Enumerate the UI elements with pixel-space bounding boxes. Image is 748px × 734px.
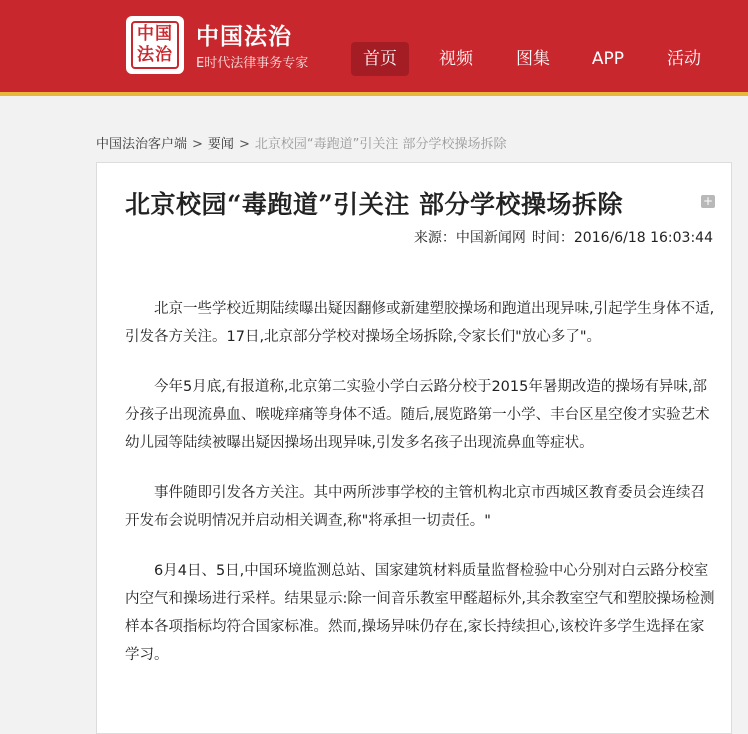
article-paragraph: 6月4日、5日,中国环境监测总站、国家建筑材料质量监督检验中心分别对白云路分校室内空气和操场进行采样。结果显示:除一间音乐教室甲醛超标外,其余教室空气和塑胶操场检测样本各项指标均符合国家标准。然而,操场异味仍存在,家长持续担心,该校许多学生选择在家学习。 bbox=[125, 563, 715, 663]
expand-plus-icon[interactable]: + bbox=[702, 194, 714, 208]
site-header bbox=[0, 0, 748, 92]
brand-name[interactable]: 中国法治 bbox=[196, 23, 292, 50]
article-paragraph: 北京一些学校近期陆续曝出疑因翻修或新建塑胶操场和跑道出现异味,引起学生身体不适,引发各方关注。17日,北京部分学校对操场全场拆除,令家长们"放心多了"。 bbox=[125, 301, 715, 345]
article-body bbox=[125, 295, 717, 691]
nav-item-events[interactable]: 活动 bbox=[667, 49, 701, 69]
nav-item-app[interactable]: APP bbox=[591, 49, 625, 69]
breadcrumb-link-news[interactable]: 要闻 bbox=[207, 137, 234, 152]
breadcrumb-separator: > bbox=[238, 137, 250, 152]
breadcrumb bbox=[96, 133, 506, 152]
article-meta bbox=[414, 227, 713, 247]
nav-item-home[interactable]: 首页 bbox=[351, 42, 409, 76]
article-title: 北京校园“毒跑道”引关注 部分学校操场拆除 bbox=[125, 190, 623, 219]
source-value: 中国新闻网 bbox=[455, 230, 526, 246]
article-card bbox=[96, 162, 732, 734]
header-stripe bbox=[0, 92, 748, 96]
time-label: 时间： bbox=[531, 230, 574, 246]
source-label: 来源： bbox=[413, 230, 456, 246]
breadcrumb-link-client[interactable]: 中国法治客户端 bbox=[96, 137, 188, 152]
breadcrumb-separator: > bbox=[192, 137, 203, 152]
article-paragraph: 今年5月底,有报道称,北京第二实验小学白云路分校于2015年暑期改造的操场有异味,部分孩子出现流鼻血、喉咙痒痛等身体不适。随后,展览路第一小学、丰台区星空俊才实验艺术幼儿园等陆续被曝出疑因操场出现异味,引发多名孩子出现流鼻血等症状。 bbox=[125, 379, 710, 451]
time-value: 2016/6/18 16:03:44 bbox=[573, 230, 713, 246]
nav-item-gallery[interactable]: 图集 bbox=[516, 49, 550, 69]
brand-slogan: E时代法律事务专家 bbox=[196, 56, 309, 71]
logo-mark: 中国法治 bbox=[131, 21, 179, 69]
main-nav bbox=[0, 42, 748, 78]
breadcrumb-current[interactable]: 北京校园“毒跑道”引关注 部分学校操场拆除 bbox=[254, 137, 507, 152]
article-paragraph: 事件随即引发各方关注。其中两所涉事学校的主管机构北京市西城区教育委员会连续召开发布会说明情况并启动相关调查,称"将承担一切责任。" bbox=[125, 485, 705, 529]
nav-item-video[interactable]: 视频 bbox=[439, 49, 473, 69]
